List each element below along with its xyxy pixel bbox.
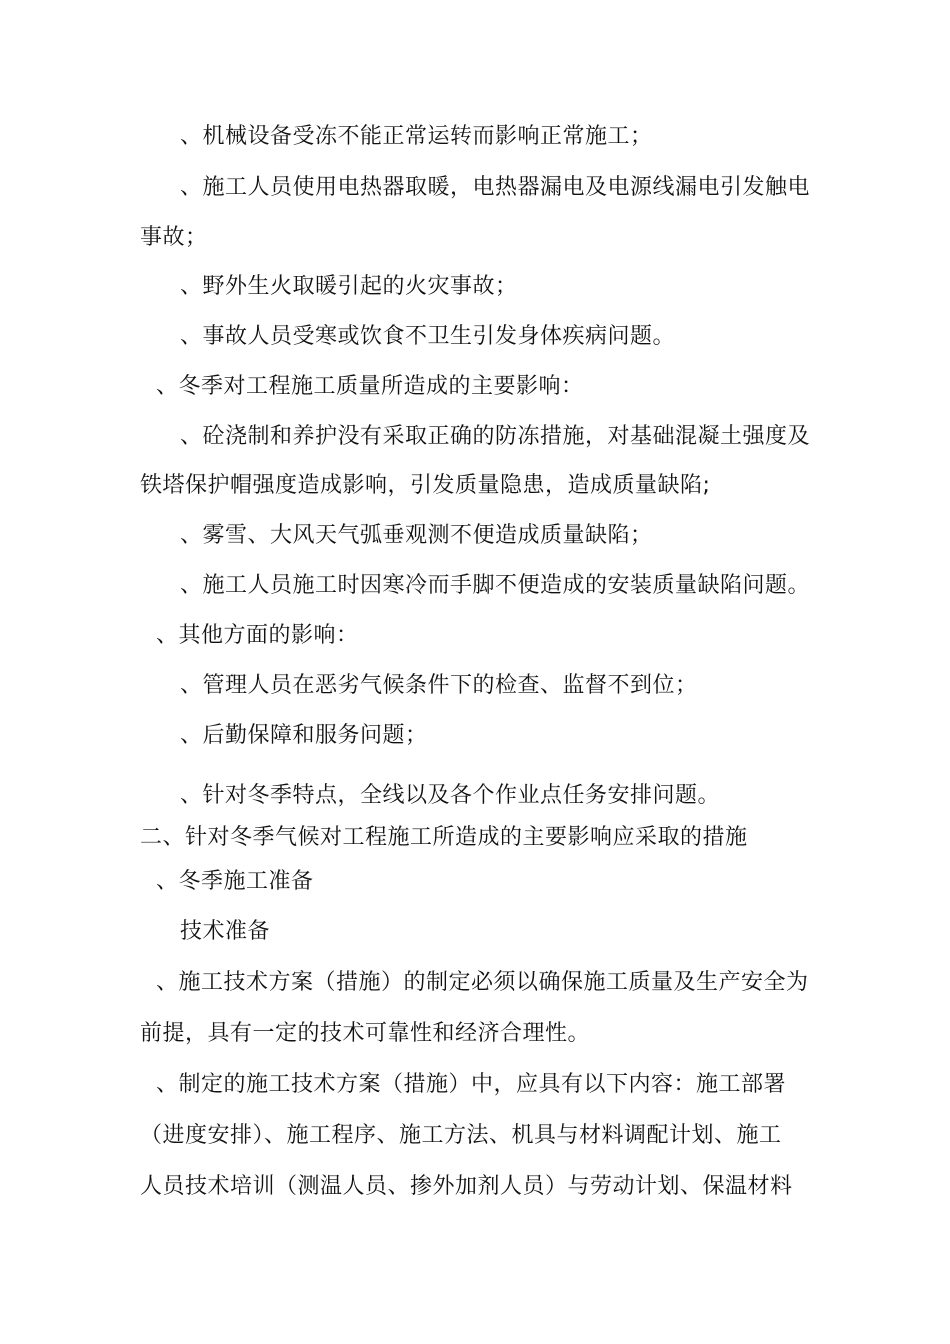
text-line: 、针对冬季特点，全线以及各个作业点任务安排问题。 (180, 783, 721, 808)
text-line: 、制定的施工技术方案（措施）中，应具有以下内容：施工部署 (156, 1072, 787, 1097)
text-line: 铁塔保护帽强度造成影响，引发质量隐患，造成质量缺陷; (140, 473, 711, 498)
text-line: 、野外生火取暖引起的火灾事故； (180, 274, 518, 299)
text-line: （进度安排）、施工程序、施工方法、机具与材料调配计划、施工 (140, 1123, 782, 1148)
text-line: 、后勤保障和服务问题； (180, 723, 428, 748)
text-line: 、砼浇制和养护没有采取正确的防冻措施，对基础混凝土强度及 (180, 424, 811, 449)
subsection-heading: 技术准备 (180, 919, 271, 944)
text-line: 、施工人员施工时因寒冷而手脚不便造成的安装质量缺陷问题。 (180, 573, 811, 598)
text-line: 、雾雪、大风天气弧垂观测不便造成质量缺陷； (180, 523, 653, 548)
text-line: 、管理人员在恶劣气候条件下的检查、监督不到位； (180, 673, 698, 698)
text-line: 、事故人员受寒或饮食不卫生引发身体疾病问题。 (180, 324, 676, 349)
text-line: 、施工技术方案（措施）的制定必须以确保施工质量及生产安全为 (156, 970, 809, 995)
text-line: 事故； (140, 225, 208, 250)
text-line: 前提，具有一定的技术可靠性和经济合理性。 (140, 1021, 591, 1046)
text-line: 人员技术培训（测温人员、掺外加剂人员）与劳动计划、保温材料 (140, 1174, 793, 1199)
section-heading: 、冬季对工程施工质量所造成的主要影响： (156, 374, 584, 399)
section-heading: 、冬季施工准备 (156, 869, 314, 894)
text-line: 、施工人员使用电热器取暖，电热器漏电及电源线漏电引发触电 (180, 175, 811, 200)
chapter-heading: 二、针对冬季气候对工程施工所造成的主要影响应采取的措施 (140, 825, 748, 850)
text-line: 、机械设备受冻不能正常运转而影响正常施工； (180, 124, 653, 149)
section-heading: 、其他方面的影响： (156, 623, 359, 648)
